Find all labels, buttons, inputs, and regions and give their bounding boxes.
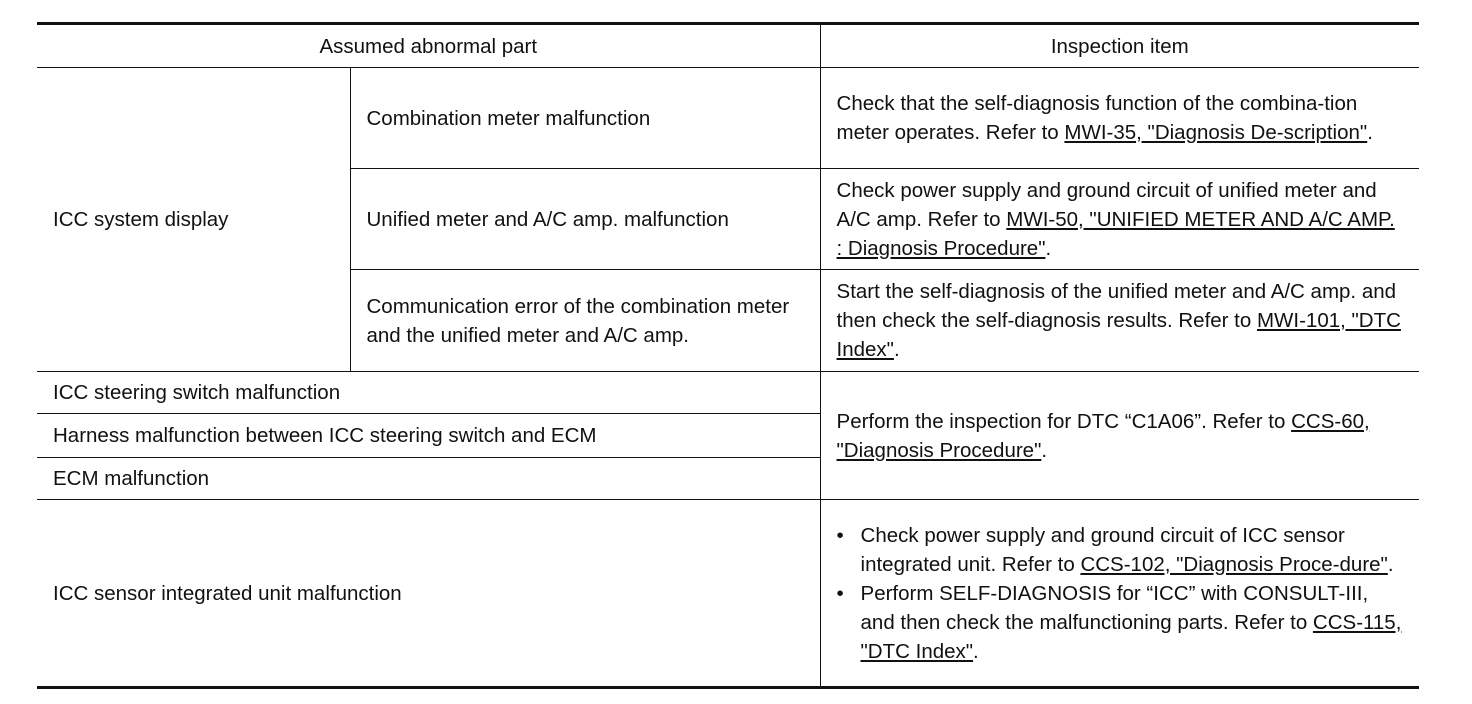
icc-system-display-cell: ICC system display [37,68,350,372]
inspection-text: Check power supply and ground circuit of unified meter and A/C amp. Refer to [836,178,1377,231]
bullet-icon: • [836,581,844,605]
icc-sensor-inspection-cell [820,500,1419,688]
inspection-text: Check that the self-diagnosis function of the combina-tion meter operates. Refer to [836,92,1358,144]
ccs-60-link[interactable]: CCS-60, "Diagnosis Procedure" [836,409,1370,462]
inspection-bullet-list [837,521,1404,666]
communication-error-cell: Communication error of the combination meter and the unified meter and A/C amp. [350,270,820,372]
inspection-text-end: . [893,338,900,361]
table-row [37,500,1419,688]
inspection-text: Start the self-diagnosis of the unified meter and A/C amp. and then check the self-diagnosis results. Refer to [836,280,1397,332]
list-item [837,521,1404,579]
table-row [37,68,1419,169]
table-row [37,372,1419,414]
mwi-50-link[interactable]: MWI-50, "UNIFIED METER AND A/C AMP. : Diagnosis Procedure" [836,207,1395,260]
inspection-text: Check power supply and ground circuit of ICC sensor integrated unit. Refer to [860,523,1345,576]
mwi-35-link[interactable]: MWI-35, "Diagnosis De-scription" [1064,121,1368,144]
communication-error-inspection-cell [820,270,1419,372]
inspection-table [37,22,1419,689]
inspection-text-end: . [1387,552,1394,576]
unified-meter-inspection-cell [820,169,1419,270]
list-item [837,579,1404,666]
ecm-malfunction-cell: ECM malfunction [37,458,820,500]
icc-sensor-malfunction-cell: ICC sensor integrated unit malfunction [37,500,820,688]
inspection-text-end: . [1367,121,1373,144]
inspection-text-end: . [973,639,979,663]
bullet-icon: • [836,523,844,547]
header-assumed-abnormal-part: Assumed abnormal part [37,24,820,68]
inspection-text-end: . [1045,236,1052,260]
inspection-text: Perform SELF-DIAGNOSIS for “ICC” with CONSULT-III, and then check the malfunctioning parts. Refer to [860,581,1369,634]
harness-malfunction-cell: Harness malfunction between ICC steering switch and ECM [37,414,820,458]
icc-steering-switch-malfunction-cell: ICC steering switch malfunction [37,372,820,414]
unified-meter-malfunction-cell: Unified meter and A/C amp. malfunction [350,169,820,270]
ccs-102-link[interactable]: CCS-102, "Diagnosis Proce-dure" [1080,552,1388,576]
table-header-row [37,24,1419,68]
inspection-text-end: . [1041,438,1048,462]
combination-meter-malfunction-cell: Combination meter malfunction [350,68,820,169]
inspection-text: Perform the inspection for DTC “C1A06”. Refer to [836,409,1292,433]
header-inspection-item: Inspection item [820,24,1419,68]
ccs-115-link[interactable]: CCS-115, "DTC Index" [860,610,1402,663]
dtc-c1a06-inspection-cell [820,372,1419,500]
combination-meter-inspection-cell [820,68,1419,169]
mwi-101-link[interactable]: MWI-101, "DTC Index" [836,309,1401,361]
